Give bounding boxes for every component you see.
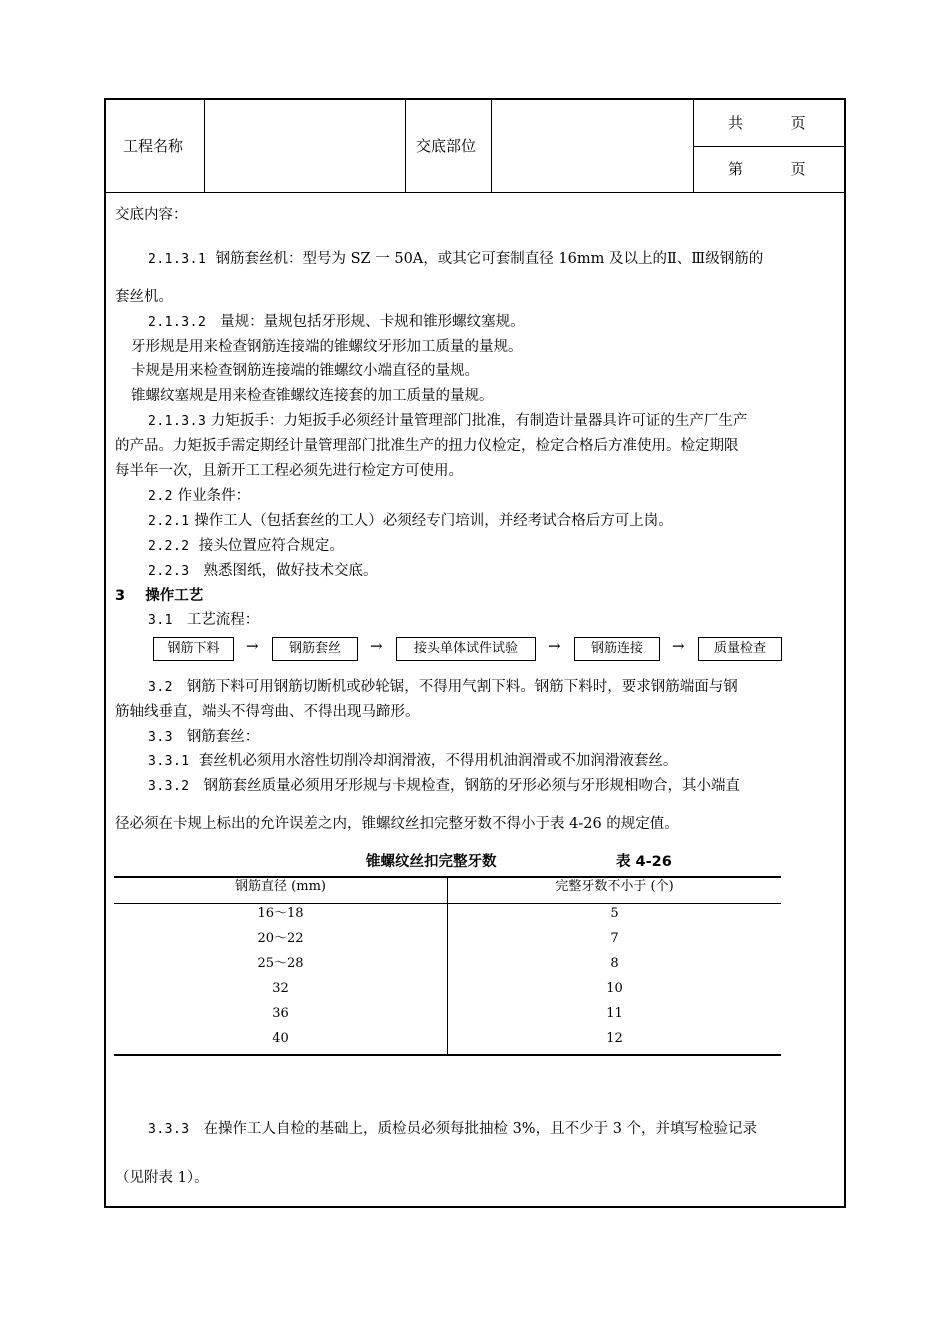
clause-text: 钢筋套丝质量必须用牙形规与卡规检查，钢筋的牙形必须与牙形规相吻合，其小端直 bbox=[203, 778, 740, 794]
handover-part-label: 交底部位 bbox=[416, 137, 477, 155]
paragraph-line: 卡规是用来检查钢筋连接端的锥螺纹小端直径的量规。 bbox=[131, 363, 479, 379]
table-header-diameter: 钢筋直径 (mm) bbox=[235, 879, 326, 894]
clause-text: 力矩扳手：力矩扳手必须经计量管理部门批准，有制造计量器具许可证的生产厂生产 bbox=[210, 413, 748, 429]
clause-text: 量规：量规包括牙形规、卡规和锥形螺纹塞规。 bbox=[220, 314, 525, 330]
clause-text: 在操作工人自检的基础上，质检员必须每批抽检 3%，且不少于 3 个，并填写检验记录 bbox=[203, 1121, 758, 1137]
table-cell: 25～28 bbox=[257, 956, 304, 971]
flow-step-specimen-test: 接头单体试件试验 bbox=[396, 637, 536, 661]
table-number: 表 4-26 bbox=[616, 854, 672, 870]
table-cell: 16～18 bbox=[257, 906, 304, 921]
table-cell: 11 bbox=[606, 1006, 623, 1021]
divider bbox=[405, 100, 406, 192]
arrow-right-icon: → bbox=[548, 637, 561, 655]
paragraph-2-1-3-2 bbox=[148, 312, 525, 333]
clause-number: 2.2.2 bbox=[148, 539, 190, 554]
paragraph-3-3-1 bbox=[148, 751, 677, 772]
divider bbox=[204, 100, 205, 192]
table-cell: 36 bbox=[272, 1006, 289, 1021]
section-3-heading: 3 操作工艺 bbox=[115, 588, 204, 604]
clause-number: 3.2 bbox=[148, 680, 173, 695]
clause-number: 3.1 bbox=[148, 613, 173, 628]
paragraph-line: 径必须在卡规上标出的允许误差之内，锥螺纹丝扣完整牙数不得小于表 4-26 的规定值。 bbox=[115, 816, 679, 832]
table-cell: 40 bbox=[272, 1031, 289, 1046]
table-cell: 20～22 bbox=[257, 931, 304, 946]
paragraph-3-1 bbox=[148, 610, 259, 631]
clause-text: 接头位置应符合规定。 bbox=[198, 538, 344, 554]
arrow-right-icon: → bbox=[370, 637, 383, 655]
paragraph-3-3-3 bbox=[148, 1119, 757, 1140]
form-header bbox=[106, 100, 844, 193]
clause-number: 3.3 bbox=[148, 730, 173, 745]
clause-text: 熟悉图纸，做好技术交底。 bbox=[203, 563, 378, 579]
paragraph-line: （见附表 1）。 bbox=[115, 1170, 209, 1186]
paragraph-line: 锥螺纹塞规是用来检查锥螺纹连接套的加工质量的量规。 bbox=[131, 388, 494, 404]
paragraph-line: 每半年一次，且新开工工程必须先进行检定方可使用。 bbox=[115, 463, 463, 479]
paragraph-2-2-1 bbox=[148, 511, 673, 532]
paragraph-2-1-3-3 bbox=[148, 411, 747, 432]
clause-number: 3.3.2 bbox=[148, 779, 190, 794]
project-name-value[interactable] bbox=[206, 136, 404, 156]
clause-text: 作业条件： bbox=[177, 488, 251, 504]
paragraph-3-3-2 bbox=[148, 776, 740, 797]
clause-text: 钢筋下料可用钢筋切断机或砂轮锯，不得用气割下料。钢筋下料时，要求钢筋端面与钢 bbox=[186, 679, 738, 695]
clause-number: 2.2 bbox=[148, 489, 173, 504]
paragraph-line: 的产品。力矩扳手需定期经计量管理部门批准生产的扭力仪检定，检定合格后方准使用。检定期限 bbox=[115, 438, 739, 454]
flow-step-threading: 钢筋套丝 bbox=[272, 637, 358, 661]
paragraph-line: 套丝机。 bbox=[115, 289, 173, 305]
paragraph-3-3 bbox=[148, 727, 259, 748]
paragraph-2-2-2 bbox=[148, 536, 344, 557]
clause-text: 操作工人（包括套丝的工人）必须经专门培训，并经考试合格后方可上岗。 bbox=[194, 513, 673, 529]
clause-number: 2.1.3.2 bbox=[148, 315, 207, 330]
handover-part-value[interactable] bbox=[493, 136, 691, 156]
clause-number: 3.3.1 bbox=[148, 754, 190, 769]
paragraph-2-2 bbox=[148, 486, 250, 507]
paragraph-line: 牙形规是用来检查钢筋连接端的锥螺纹牙形加工质量的量规。 bbox=[131, 339, 523, 355]
paragraph-line: 筋轴线垂直，端头不得弯曲、不得出现马蹄形。 bbox=[115, 704, 420, 720]
paragraph-3-2 bbox=[148, 677, 738, 698]
flow-step-quality-check: 质量检查 bbox=[698, 637, 782, 661]
table-cell: 32 bbox=[272, 981, 289, 996]
clause-number: 2.1.3.3 bbox=[148, 414, 207, 429]
paragraph-2-2-3 bbox=[148, 561, 377, 582]
divider bbox=[491, 100, 492, 192]
flow-step-cutting: 钢筋下料 bbox=[153, 637, 234, 661]
total-pages-label: 共 页 bbox=[728, 114, 806, 132]
table-cell: 7 bbox=[610, 931, 619, 946]
clause-text: 套丝机必须用水溶性切削冷却润滑液，不得用机油润滑或不加润滑液套丝。 bbox=[198, 753, 678, 769]
table-cell: 12 bbox=[606, 1031, 623, 1046]
table-cell: 8 bbox=[610, 956, 619, 971]
table-cell: 5 bbox=[610, 906, 619, 921]
clause-text: 工艺流程： bbox=[186, 612, 260, 628]
flow-step-connection: 钢筋连接 bbox=[574, 637, 660, 661]
clause-number: 3.3.3 bbox=[148, 1122, 190, 1137]
clause-number: 2.1.3.1 bbox=[148, 252, 207, 267]
clause-number: 2.2.3 bbox=[148, 564, 190, 579]
clause-text: 钢筋套丝机：型号为 SZ 一 50A，或其它可套制直径 16mm 及以上的Ⅱ、Ⅲ级钢筋的 bbox=[215, 251, 764, 267]
table-header-thread-count: 完整牙数不小于 (个) bbox=[555, 879, 674, 894]
project-name-label: 工程名称 bbox=[123, 137, 184, 155]
paragraph-2-1-3-1 bbox=[148, 249, 763, 270]
content-label: 交底内容： bbox=[115, 207, 188, 223]
arrow-right-icon: → bbox=[246, 637, 259, 655]
page-number-label: 第 页 bbox=[728, 160, 806, 178]
clause-number: 2.2.1 bbox=[148, 514, 190, 529]
clause-text: 钢筋套丝： bbox=[186, 729, 260, 745]
arrow-right-icon: → bbox=[672, 637, 685, 655]
table-caption: 锥螺纹丝扣完整牙数 bbox=[366, 854, 497, 870]
table-cell: 10 bbox=[606, 981, 623, 996]
divider bbox=[693, 146, 844, 147]
